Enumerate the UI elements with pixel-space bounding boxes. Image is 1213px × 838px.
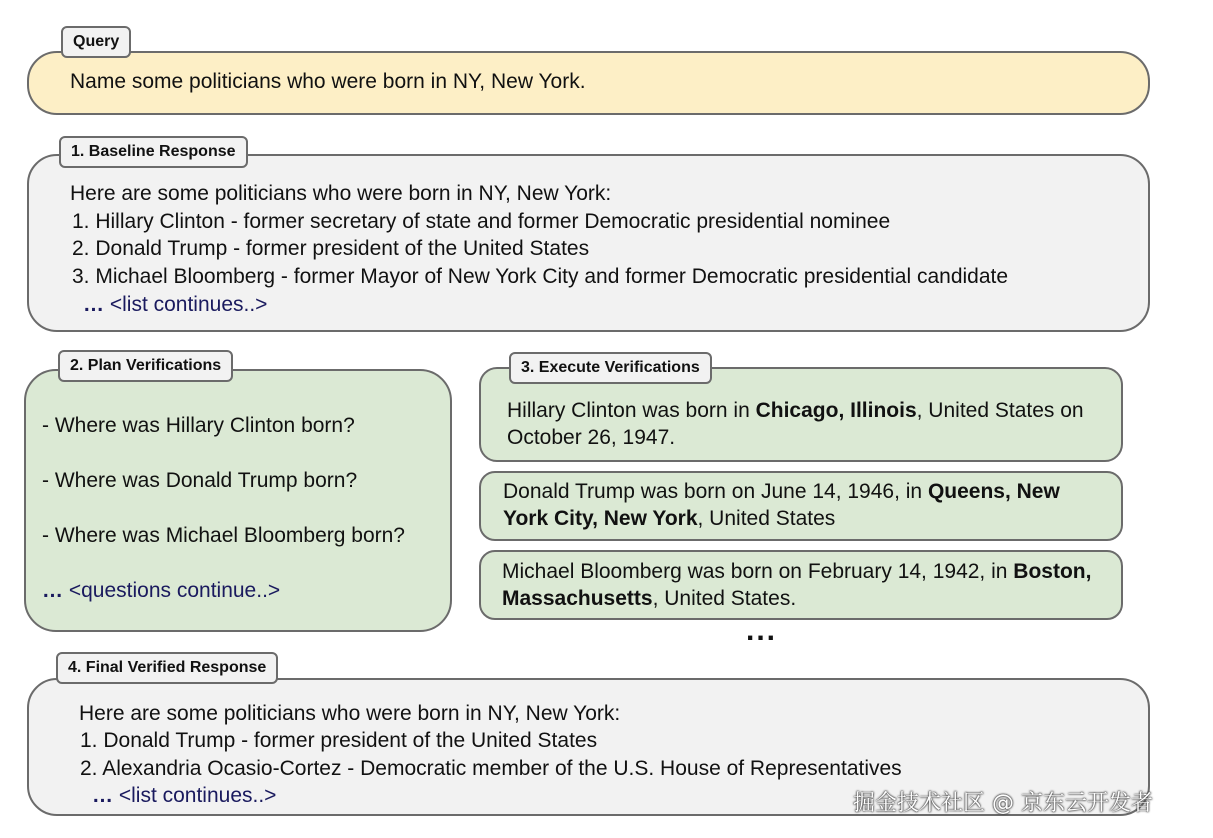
verification-answer: Michael Bloomberg was born on February 14, 1942, in Boston, Massachusetts, United States.: [502, 560, 1092, 610]
continues-text: <questions continue..>: [68, 579, 281, 602]
final-item: 1. Donald Trump - former president of the United States: [80, 729, 598, 752]
final-continues: [92, 782, 276, 810]
plan-question: - Where was Donald Trump born?: [42, 469, 358, 492]
plan-question: - Where was Hillary Clinton born?: [42, 414, 355, 437]
ellipsis-glyph: …: [92, 784, 113, 807]
baseline-label: 1. Baseline Response: [59, 136, 248, 168]
final-item: 2. Alexandria Ocasio-Cortez - Democratic member of the U.S. House of Representatives: [80, 757, 902, 780]
plan-label: 2. Plan Verifications: [58, 350, 233, 382]
ellipsis-glyph: …: [83, 293, 104, 316]
verification-answer: Hillary Clinton was born in Chicago, Illinois, United States on October 26, 1947.: [507, 399, 1084, 449]
baseline-item: 1. Hillary Clinton - former secretary of state and former Democratic presidential nominee: [72, 210, 891, 233]
plan-question: - Where was Michael Bloomberg born?: [42, 524, 405, 547]
verification-answer: Donald Trump was born on June 14, 1946, in Queens, New York City, New York, United States: [503, 480, 1060, 530]
plan-continues: [42, 577, 280, 605]
query-label: Query: [61, 26, 131, 58]
query-text: Name some politicians who were born in NY, New York.: [70, 70, 586, 93]
final-label: 4. Final Verified Response: [56, 652, 278, 684]
baseline-item: 3. Michael Bloomberg - former Mayor of New York City and former Democratic presidential candidate: [72, 265, 1009, 288]
more-verifications-ellipsis: ...: [746, 614, 778, 647]
baseline-intro: Here are some politicians who were born in NY, New York:: [70, 182, 612, 205]
continues-text: <list continues..>: [118, 784, 277, 807]
final-intro: Here are some politicians who were born in NY, New York:: [79, 702, 621, 725]
baseline-item: 2. Donald Trump - former president of the United States: [72, 237, 590, 260]
execute-label: 3. Execute Verifications: [509, 352, 712, 384]
baseline-continues: [83, 291, 267, 319]
continues-text: <list continues..>: [109, 293, 268, 316]
watermark: 掘金技术社区 @ 京东云开发者: [853, 791, 1153, 816]
ellipsis-glyph: …: [42, 579, 63, 602]
